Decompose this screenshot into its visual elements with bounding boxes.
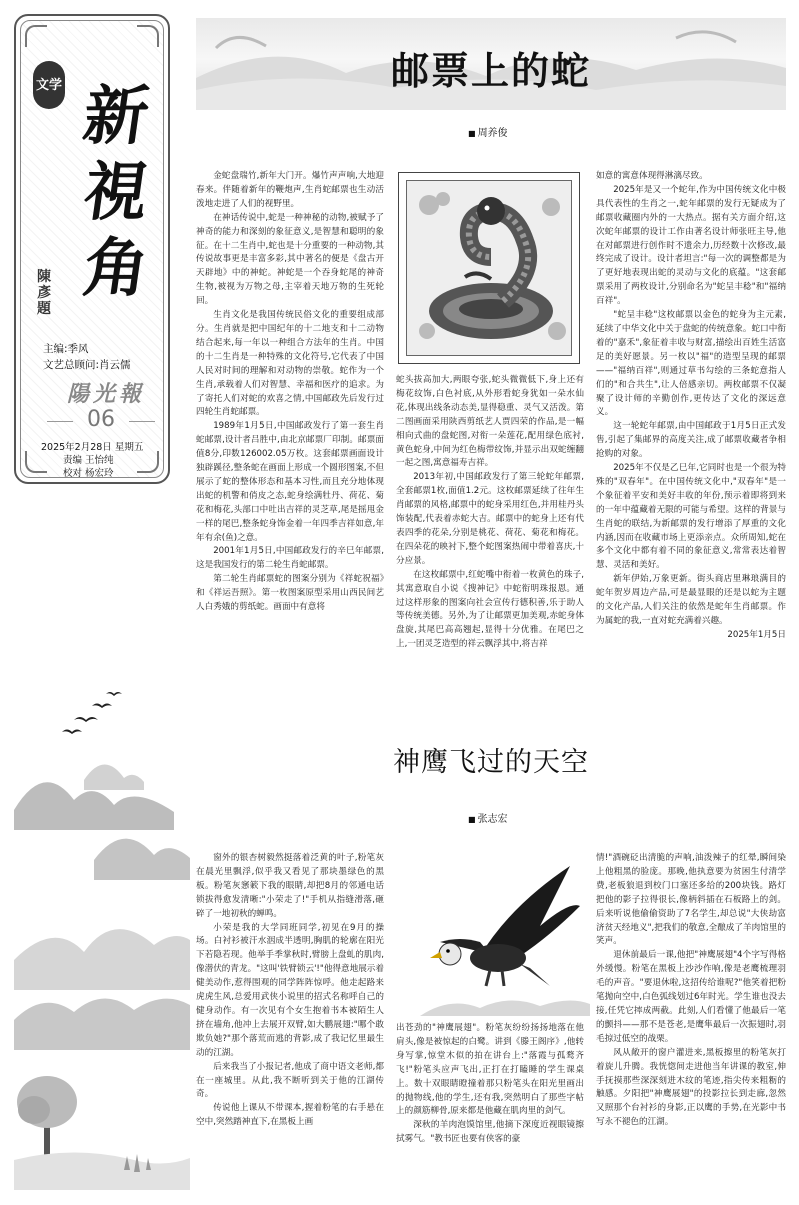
birds-icon (62, 692, 122, 734)
section-title-char: 新 (78, 79, 156, 154)
mountain-icon (420, 1000, 590, 1016)
article1-byline: ■ 周养俊 (468, 124, 508, 139)
article1-paragraph: 如意的寓意体现得淋漓尽致。 (596, 171, 708, 181)
article2-paragraph: 传说他上课从不带课本,握着粉笔的右手悬在空中,突然踏神直下,在黑板上画 (196, 1103, 384, 1128)
article1-column-1 (196, 170, 384, 710)
article1-paragraph: 在神话传说中,蛇是一种神秘的动物,被赋予了神奇的能力和深刻的象征意义,是智慧和聪明的象征。在十二生肖中,蛇也是十分重要的一种动物,其传说故事更是丰富多彩,其中著名的便是《盘古开天辟地》中的神蛇。神蛇是一个吞身蛇尾的神奇生物,被视为万物之母,主宰着天地万物的生死轮回。 (196, 212, 384, 307)
page-number: 06 (41, 407, 161, 432)
article1-paragraph: 这一轮蛇年邮票,由中国邮政于1月5日正式发售,引起了集邮界的高度关注,成了邮票收藏者争相抢购的对象。 (596, 421, 786, 460)
article2-paragraph: 深秋的羊肉泡馍馆里,他摘下深度近视眼镜擦拭雾气。"教书匠也要有侠客的豪 (396, 1120, 584, 1145)
eagle-illustration (420, 846, 590, 1016)
art-advisor: 文艺总顾问:肖云儒 (43, 359, 131, 371)
article1-paragraph: 蛇头拔高加大,两眼夸张,蛇头微微低下,身上还有梅花纹饰,白色衬底,从外形看蛇身犹如一朵水仙花,体现出线条动态美,显得稳重、灵气又活泼。第二图画面采用陕西剪纸艺人贾四荣的作品,是一幅相向式曲的盘蛇图,对衔一朵莲花,配用绿色底衬,黄色蛇身,中间为红色梅带纹饰,并显示出双蛇缠翻一起之图,寓意福寿吉祥。 (396, 375, 584, 469)
article1-paragraph: 金蛇盘瑞竹,新年大门开。爆竹声声响,大地迎春来。伴随着新年的鞭炮声,生肖蛇邮票也生动活泼地走进了人们的视野里。 (196, 171, 384, 209)
article1-title: 邮票上的蛇 (390, 49, 591, 93)
section-badge: 文学 (33, 61, 65, 109)
article1-paragraph: 第二轮生肖邮票蛇的图案分别为《祥蛇祝福》和《祥运吾照》。第一枚图案原型采用山西民间艺人白秀娥的剪纸蛇。画面中有意将 (196, 574, 384, 613)
section-title-char: 視 (78, 155, 156, 230)
article2-column-1 (196, 852, 384, 1192)
article2-paragraph: 出苍劲的"神鹰展翅"。粉笔灰纷纷扬扬地落在他肩头,像是被惊起的白鹭。讲到《滕王阁序》,他转身写掌,惊堂木似的拍在讲台上:"落霞与孤鹜齐飞!"粉笔头应声飞出,正打在打瞌睡的学生课桌上。数十双眼睛瞪撞着那只粉笔头在阳光里画出的抛物线,他的学生,还有我,突然明白了那些字帖上的颜筋柳骨,原来都是他藏在肌肉里的剑气。 (396, 1023, 584, 1117)
article1-paragraph: 2025年是又一个蛇年,作为中国传统文化中极具代表性的生肖之一,蛇年邮票的发行无疑成为了邮票收藏圈内外的一大热点。据有关方面介绍,这次蛇年邮票的设计工作由著名设计师张旺主导,他在对邮票进行创作时不遗余力,历经数十次修改,最终完成了设计。设计者坦言:"每一次的调整都是为了更好地表现出蛇的灵动与文化的底蕴。"这套邮票采用了两枚设计,分别命名为"蛇呈丰稔"和"福纳百祥"。 (596, 184, 786, 307)
section-title-char: 角 (78, 231, 156, 306)
article2-paragraph: 风从敞开的窗户灌进来,黑板擦里的粉笔灰打着旋儿升腾。我恍惚间走进他当年讲课的教室,伸手抚摸那些深深刻进木纹的笔迹,指尖传来粗粝的触感。夕阳把"神鹰展翅"的投影拉长到走廊,忽然又照那个台衬衫的身影,正以鹰的手势,在光影中书写永不褪色的江湖。 (596, 1047, 786, 1128)
article2-column-3 (596, 852, 786, 1192)
ground-icon (14, 1153, 190, 1191)
article1-paragraph: 2001年1月5日,中国邮政发行的辛巳年邮票,这是我国发行的第二轮生肖蛇邮票。 (196, 546, 384, 571)
article2-byline: ■ 张志宏 (468, 810, 508, 825)
article1-paragraph: 2025年不仅是乙巳年,它同时也是一个很为特殊的"双春年"。在中国传统文化中,"双春年"是一个象征着平安和美好丰收的年份,预示着即将到来的一年中蕴藏着无限的可能与希望。这样的背景与生肖蛇的联结,为新邮票的发行增添了厚重的文化内涵,因而在收藏市场上更添亲点。众所周知,蛇在多个文化中都有着不同的象征意义,常常表达着智慧、灵活和美好。 (596, 463, 786, 571)
article1-paragraph: 1989年1月5日,中国邮政发行了第一套生肖蛇邮票,设计者吕胜中,由北京邮票厂印制。邮票面值8分,印数126002.05万枚。这套邮票画面设计独辟蹊径,整条蛇在画面上形成一个圆形图案,不但展示了蛇的整体形态和基本习性,而且充分地体现出蛇的机警和俏皮之态,蛇身绘满牡丹、荷花、菊花和梅花,头部口中吐出吉祥的灵芝草,尾是摇甩金一样的尾巴,整条蛇身饰金着一年四季吉祥如意,年年有余(鱼)之意。 (196, 421, 384, 543)
article2-paragraph: 退休前最后一课,他把"神鹰展翅"4个字写得格外缓慢。粉笔在黑板上沙沙作响,像是老鹰梳理羽毛的声音。"要退休啦,这招传给谁呢?"他笑着把粉笔抛向空中,白色弧线划过6年时光。学生谁也没去接,任凭它摔成两截。此刻,人们看懂了他最后一笔的颤抖——那不是苍老,是鹰隼最后一次振翅时,羽毛掠过低空的战栗。 (596, 950, 786, 1044)
article1-paragraph: 2013年初,中国邮政发行了第三轮蛇年邮票,全套邮票1枚,面值1.2元。这枚邮票延续了往年生肖邮票的风格,邮票中的蛇身采用红色,并用桂丹头饰装配,代表着赤蛇大吉。邮票中的蛇身上还有代表四季的花朵,分别是桃花、荷花、菊花和梅花。在四朵花的映衬下,整个蛇图案热闹中带着喜庆,十分应景。 (396, 472, 584, 566)
article2-title: 神鹰飞过的天空 (393, 747, 589, 778)
article1-paragraph: 生肖文化是我国传统民俗文化的重要组成部分。生肖就是把中国纪年的十二地支和十二动物结合起来,每一年以一种组合方法年的生肖。中国的十二生肖是一种特殊的文化符号,它代表了中国人民对时间的理解和对动物的崇敬。蛇作为一个生肖,承载着人们对智慧、幸福和医疗的追求。为了寄托人们对蛇的欢喜之情,中国邮政先后发行过四轮生肖蛇邮票。 (196, 310, 384, 418)
newspaper-name: 陽光報 (66, 381, 145, 407)
masthead-box (14, 14, 170, 484)
article2-paragraph: 窗外的银杏树毅然挺落着泛黄的叶子,粉笔灰在晨光里飘浮,似乎我又看见了那块墨绿色的黑板。粉笔灰窸簌下我的眼睛,却把8月的邻通电话锁拔得愈发清晰:"小荣走了!"手机从指缝滑落,砸碎了一地初秋的蝉鸣。 (196, 853, 384, 919)
mountain-icon (14, 929, 190, 990)
article1-paragraph: "蛇呈丰稔"这枚邮票以金色的蛇身为主元素,延续了中华文化中关于盘蛇的传统意象。蛇口中衔着的"嘉禾",象征着丰收与财富,描绘出百姓生活富足的美好愿景。另一枚以"福"的造型呈现的邮票——"福纳百祥",则通过草书勾绘的三条蛇意指人们的"和合共生",让人倍感亲切。两枚邮票不仅凝聚了设计师的辛勤创作,更传达了文化的深远意义。 (596, 310, 786, 418)
eagle-icon (430, 866, 580, 986)
issue-info (41, 441, 171, 480)
calligrapher-signature: 陳彥題 (37, 269, 51, 317)
mountain-icon (14, 998, 190, 1050)
article1-paragraph: 在这枚邮票中,红蛇嘴中衔着一枚黄色的珠子,其寓意取自小说《搜神记》中蛇衔明珠报恩。通过这样形象的图案向社会宣传行德积善,乐于助人等传统美德。另外,为了让邮票更加美观,赤蛇身体盘旋,其尾巴高高翘起,显得十分优雅。在尾巴之上,一团灵芝造型的祥云飘浮其中,将吉祥 (396, 569, 584, 650)
article2-paragraph: 小荣是我的大学同班同学,初见在9月的操场。白衬衫被汗水洇成半透明,胸肌的轮廓在阳光下若隐若现。他举手季掌秋时,臂膀上盘虬的肌肉,像潜伏的青龙。"这叫'铁臂锁云'!"他得意地展示着健美动作,惹得围观的同学阵阵惊呼。他走起路来虎虎生风,总爱用武侠小说里的招式名称呼自己的健身动作。有一次见有个女生抱着书本被陌生人挤在墙角,他冲上去展开双臂,如大鹏展翅:"哪个敢欺负她?"那个落荒而逃的背影,成了我记忆里最生动的江湖。 (196, 922, 384, 1058)
duty-editor: 责编 王怡纯 (63, 455, 114, 466)
ornament-corner (25, 25, 47, 47)
section-title (67, 79, 167, 307)
ink-landscape-illustration (14, 690, 190, 1190)
proofreader: 校对 杨宏玲 (63, 468, 114, 479)
article2-paragraph: 情!"酒碗砭出清脆的声响,油泼辣子的红晕,瞬间染上他粗黑的脸庞。那晚,他执意要为贫困生付清学费,老板狼退到校门口塞还多给的200块钱。路灯把他的影子拉得很长,像柄斜插在石板路上的剑。后来听说他偷偷资助了7名学生,却总说"大侠劫富济贫天经地义",把我们的敬意,全酿成了羊肉馆里的笑声。 (596, 853, 786, 947)
ornament-corner (137, 25, 159, 47)
masthead-frame (20, 20, 164, 478)
article1-column-3 (596, 170, 786, 710)
chief-editor: 主编:季风 (43, 343, 89, 355)
snake-icon (407, 181, 572, 356)
article1-paragraph: 新年伊始,万象更新。街头商店里琳琅满目的蛇年贺岁周边产品,可是最显眼的还是以蛇为主题的文化产品,人们关注的依然是蛇年生肖邮票。作为属蛇的我,一直对蛇充满着兴趣。 (596, 574, 786, 626)
mountain-icon (94, 839, 190, 880)
article2-column-2 (396, 1022, 584, 1192)
editor-info (43, 341, 173, 373)
snake-stamp-image (398, 172, 580, 364)
issue-date: 2025年2月28日 星期五 (41, 442, 144, 453)
article1-date: 2025年1月5日 (727, 629, 786, 640)
mountain-icon (84, 764, 144, 790)
tree-icon (17, 1076, 77, 1158)
article1-column-2 (396, 374, 584, 710)
article2-paragraph: 后来我当了小报记者,他成了商中语文老师,都在一座城里。从此,我不断听到关于他的江湖传奇。 (196, 1061, 384, 1100)
